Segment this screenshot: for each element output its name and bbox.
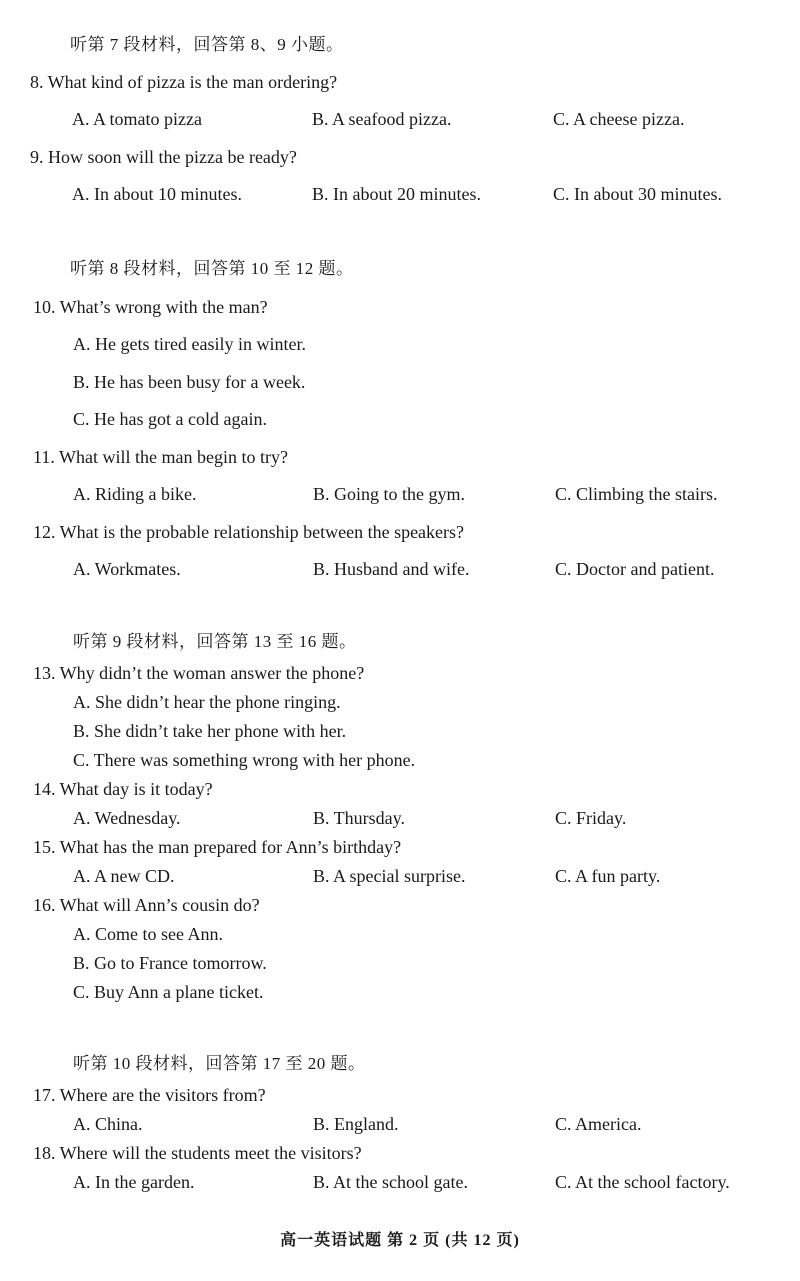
- question-18-option-a: A. In the garden.: [73, 1172, 195, 1192]
- question-13-option-a: A. She didn’t hear the phone ringing.: [73, 692, 341, 712]
- question-14-option-b: B. Thursday.: [313, 808, 405, 828]
- question-11-option-b: B. Going to the gym.: [313, 484, 465, 504]
- question-10-stem: 10. What’s wrong with the man?: [33, 297, 268, 317]
- question-15-stem: 15. What has the man prepared for Ann’s birthday?: [33, 837, 402, 857]
- section-heading-7: 听第 7 段材料，回答第 8、9 小题。: [70, 35, 344, 54]
- question-17-option-c: C. America.: [555, 1114, 642, 1134]
- question-14-option-c: C. Friday.: [555, 808, 627, 828]
- question-14-stem: 14. What day is it today?: [33, 779, 213, 799]
- question-10-option-c: C. He has got a cold again.: [73, 409, 267, 429]
- question-15-option-b: B. A special surprise.: [313, 866, 466, 886]
- section-heading-9: 听第 9 段材料，回答第 13 至 16 题。: [73, 632, 357, 651]
- question-14-option-a: A. Wednesday.: [73, 808, 181, 828]
- question-12-option-a: A. Workmates.: [73, 559, 181, 579]
- question-13-option-c: C. There was something wrong with her phone.: [73, 750, 416, 770]
- question-9-option-c: C. In about 30 minutes.: [553, 184, 722, 204]
- question-10-option-a: A. He gets tired easily in winter.: [73, 334, 306, 354]
- question-13-option-b: B. She didn’t take her phone with her.: [73, 721, 347, 741]
- question-8-option-c: C. A cheese pizza.: [553, 109, 685, 129]
- question-12-option-b: B. Husband and wife.: [313, 559, 470, 579]
- section-heading-10: 听第 10 段材料，回答第 17 至 20 题。: [73, 1054, 366, 1073]
- question-15-option-a: A. A new CD.: [73, 866, 175, 886]
- question-12-stem: 12. What is the probable relationship between the speakers?: [33, 522, 465, 542]
- question-8-option-a: A. A tomato pizza: [72, 109, 202, 129]
- question-16-option-c: C. Buy Ann a plane ticket.: [73, 982, 264, 1002]
- question-18-stem: 18. Where will the students meet the visitors?: [33, 1143, 362, 1163]
- question-8-stem: 8. What kind of pizza is the man ordering?: [30, 72, 338, 92]
- question-11-option-a: A. Riding a bike.: [73, 484, 197, 504]
- question-9-option-a: A. In about 10 minutes.: [72, 184, 242, 204]
- question-17-stem: 17. Where are the visitors from?: [33, 1085, 266, 1105]
- question-16-option-b: B. Go to France tomorrow.: [73, 953, 267, 973]
- question-15-option-c: C. A fun party.: [555, 866, 661, 886]
- question-12-option-c: C. Doctor and patient.: [555, 559, 715, 579]
- question-17-option-a: A. China.: [73, 1114, 143, 1134]
- section-heading-8: 听第 8 段材料，回答第 10 至 12 题。: [70, 259, 354, 278]
- question-18-option-c: C. At the school factory.: [555, 1172, 730, 1192]
- question-16-stem: 16. What will Ann’s cousin do?: [33, 895, 260, 915]
- question-9-option-b: B. In about 20 minutes.: [312, 184, 481, 204]
- question-16-option-a: A. Come to see Ann.: [73, 924, 223, 944]
- question-17-option-b: B. England.: [313, 1114, 399, 1134]
- question-9-stem: 9. How soon will the pizza be ready?: [30, 147, 297, 167]
- question-18-option-b: B. At the school gate.: [313, 1172, 468, 1192]
- page-footer: 高一英语试题 第 2 页 (共 12 页): [280, 1232, 520, 1249]
- question-11-option-c: C. Climbing the stairs.: [555, 484, 718, 504]
- question-10-option-b: B. He has been busy for a week.: [73, 372, 306, 392]
- question-11-stem: 11. What will the man begin to try?: [33, 447, 288, 467]
- question-13-stem: 13. Why didn’t the woman answer the phone?: [33, 663, 365, 683]
- question-8-option-b: B. A seafood pizza.: [312, 109, 452, 129]
